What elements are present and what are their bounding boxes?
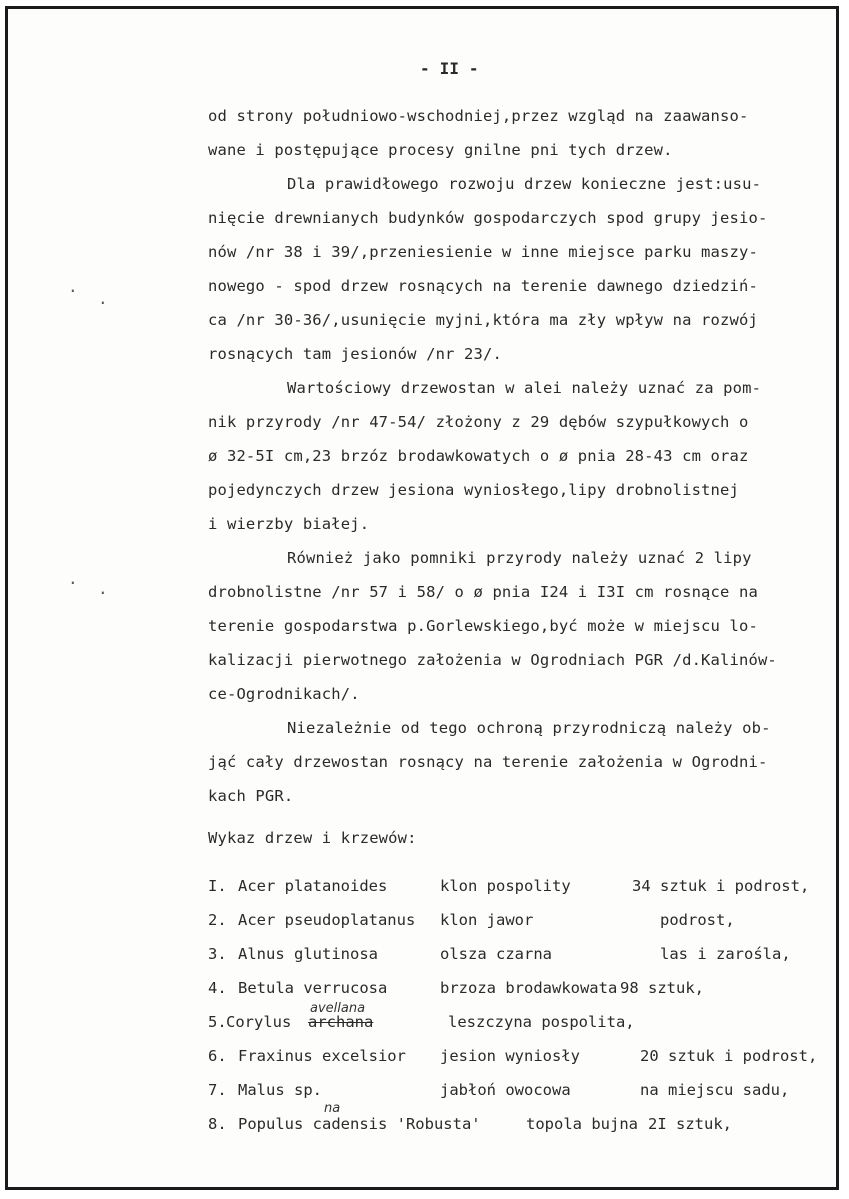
text-line-11: ø 32-5I cm,23 brzóz brodawkowatych o ø pnia 28-43 cm oraz [208, 447, 749, 465]
text-line-13: i wierzby białej. [208, 515, 370, 533]
text-line-12: pojedynczych drzew jesiona wyniosłego,lipy drobnolistnej [208, 481, 739, 499]
text-line-19: Niezależnie od tego ochroną przyrodniczą należy ob- [287, 719, 771, 737]
text-line-21: kach PGR. [208, 787, 294, 805]
item-count: 98 sztuk, [620, 979, 704, 997]
text-line-16: terenie gospodarstwa p.Gorlewskiego,być może w miejscu lo- [208, 617, 758, 635]
list-item [208, 1115, 838, 1137]
polish-name: leszczyna pospolita, [448, 1013, 635, 1031]
item-number: I. [208, 877, 227, 895]
item-count: las i zarośla, [660, 945, 791, 963]
page-number: - II - [420, 59, 479, 78]
item-number: 6. [208, 1047, 227, 1065]
item-number: 2. [208, 911, 227, 929]
latin-name: Acer pseudoplatanus [238, 911, 416, 929]
text-line-15: drobnolistne /nr 57 i 58/ o ø pnia I24 i I3I cm rosnące na [208, 583, 758, 601]
text-line-1: od strony południowo-wschodniej,przez wzgląd na zaawanso- [208, 107, 749, 125]
document-page [5, 6, 839, 1190]
text-line-2: wane i postępujące procesy gnilne pni tych drzew. [208, 141, 673, 159]
latin-name: Populus cadensis 'Robusta' [238, 1115, 481, 1133]
text-line-10: nik przyrody /nr 47-54/ złożony z 29 dębów szypułkowych o [208, 413, 749, 431]
polish-name: klon jawor [440, 911, 534, 929]
polish-name: brzoza brodawkowata [440, 979, 618, 997]
text-line-20: jąć cały drzewostan rosnący na terenie założenia w Ogrodni- [208, 753, 768, 771]
list-heading: Wykaz drzew i krzewów: [208, 829, 417, 847]
list-item [208, 945, 838, 967]
list-item [208, 1081, 838, 1103]
list-item [208, 979, 838, 1001]
list-item [208, 1047, 838, 1069]
text-line-8: rosnących tam jesionów /nr 23/. [208, 345, 502, 363]
polish-name: olsza czarna [440, 945, 552, 963]
item-number: 5. [208, 1013, 227, 1031]
list-item [208, 1013, 838, 1035]
margin-mark: . [68, 569, 78, 588]
latin-name: Malus sp. [238, 1081, 322, 1099]
text-line-18: ce-Ogrodnikach/. [208, 685, 360, 703]
item-count: 34 sztuk i podrost, [632, 877, 810, 895]
list-item [208, 911, 838, 933]
item-number: 7. [208, 1081, 227, 1099]
text-line-4: nięcie drewnianych budynków gospodarczych spod grupy jesio- [208, 209, 768, 227]
text-line-7: ca /nr 30-36/,usunięcie myjni,która ma zły wpływ na rozwój [208, 311, 758, 329]
text-line-3: Dla prawidłowego rozwoju drzew konieczne jest:usu- [287, 175, 762, 193]
polish-name: jesion wyniosły [440, 1047, 580, 1065]
polish-name: topola bujna [526, 1115, 638, 1133]
item-number: 4. [208, 979, 227, 997]
latin-name: Betula verrucosa [238, 979, 388, 997]
margin-mark: . [98, 289, 108, 308]
margin-mark: . [98, 579, 108, 598]
polish-name: jabłoń owocowa [440, 1081, 571, 1099]
polish-name: klon pospolity [440, 877, 571, 895]
item-count: 20 sztuk i podrost, [640, 1047, 818, 1065]
latin-name: Fraxinus excelsior [238, 1047, 406, 1065]
handwritten-correction: avellana [310, 1001, 366, 1016]
text-line-9: Wartościowy drzewostan w alei należy uznać za pom- [287, 379, 762, 397]
latin-name: Alnus glutinosa [238, 945, 378, 963]
latin-name: Acer platanoides [238, 877, 388, 895]
text-line-14: Również jako pomniki przyrody należy uznać 2 lipy [287, 549, 752, 567]
item-number: 3. [208, 945, 227, 963]
text-line-17: kalizacji pierwotnego założenia w Ogrodniach PGR /d.Kalinów- [208, 651, 777, 669]
handwritten-insertion: na [324, 1101, 341, 1116]
item-count: na miejscu sadu, [640, 1081, 790, 1099]
item-count: 2I sztuk, [648, 1115, 732, 1133]
item-count: podrost, [660, 911, 735, 929]
text-line-6: nowego - spod drzew rosnących na terenie dawnego dziedziń- [208, 277, 758, 295]
struck-latin-name: archana [308, 1013, 374, 1031]
item-number: 8. [208, 1115, 227, 1133]
latin-name: Corylus [226, 1013, 292, 1031]
list-item [208, 877, 838, 899]
margin-mark: . [68, 277, 78, 296]
text-line-5: nów /nr 38 i 39/,przeniesienie w inne miejsce parku maszy- [208, 243, 758, 261]
